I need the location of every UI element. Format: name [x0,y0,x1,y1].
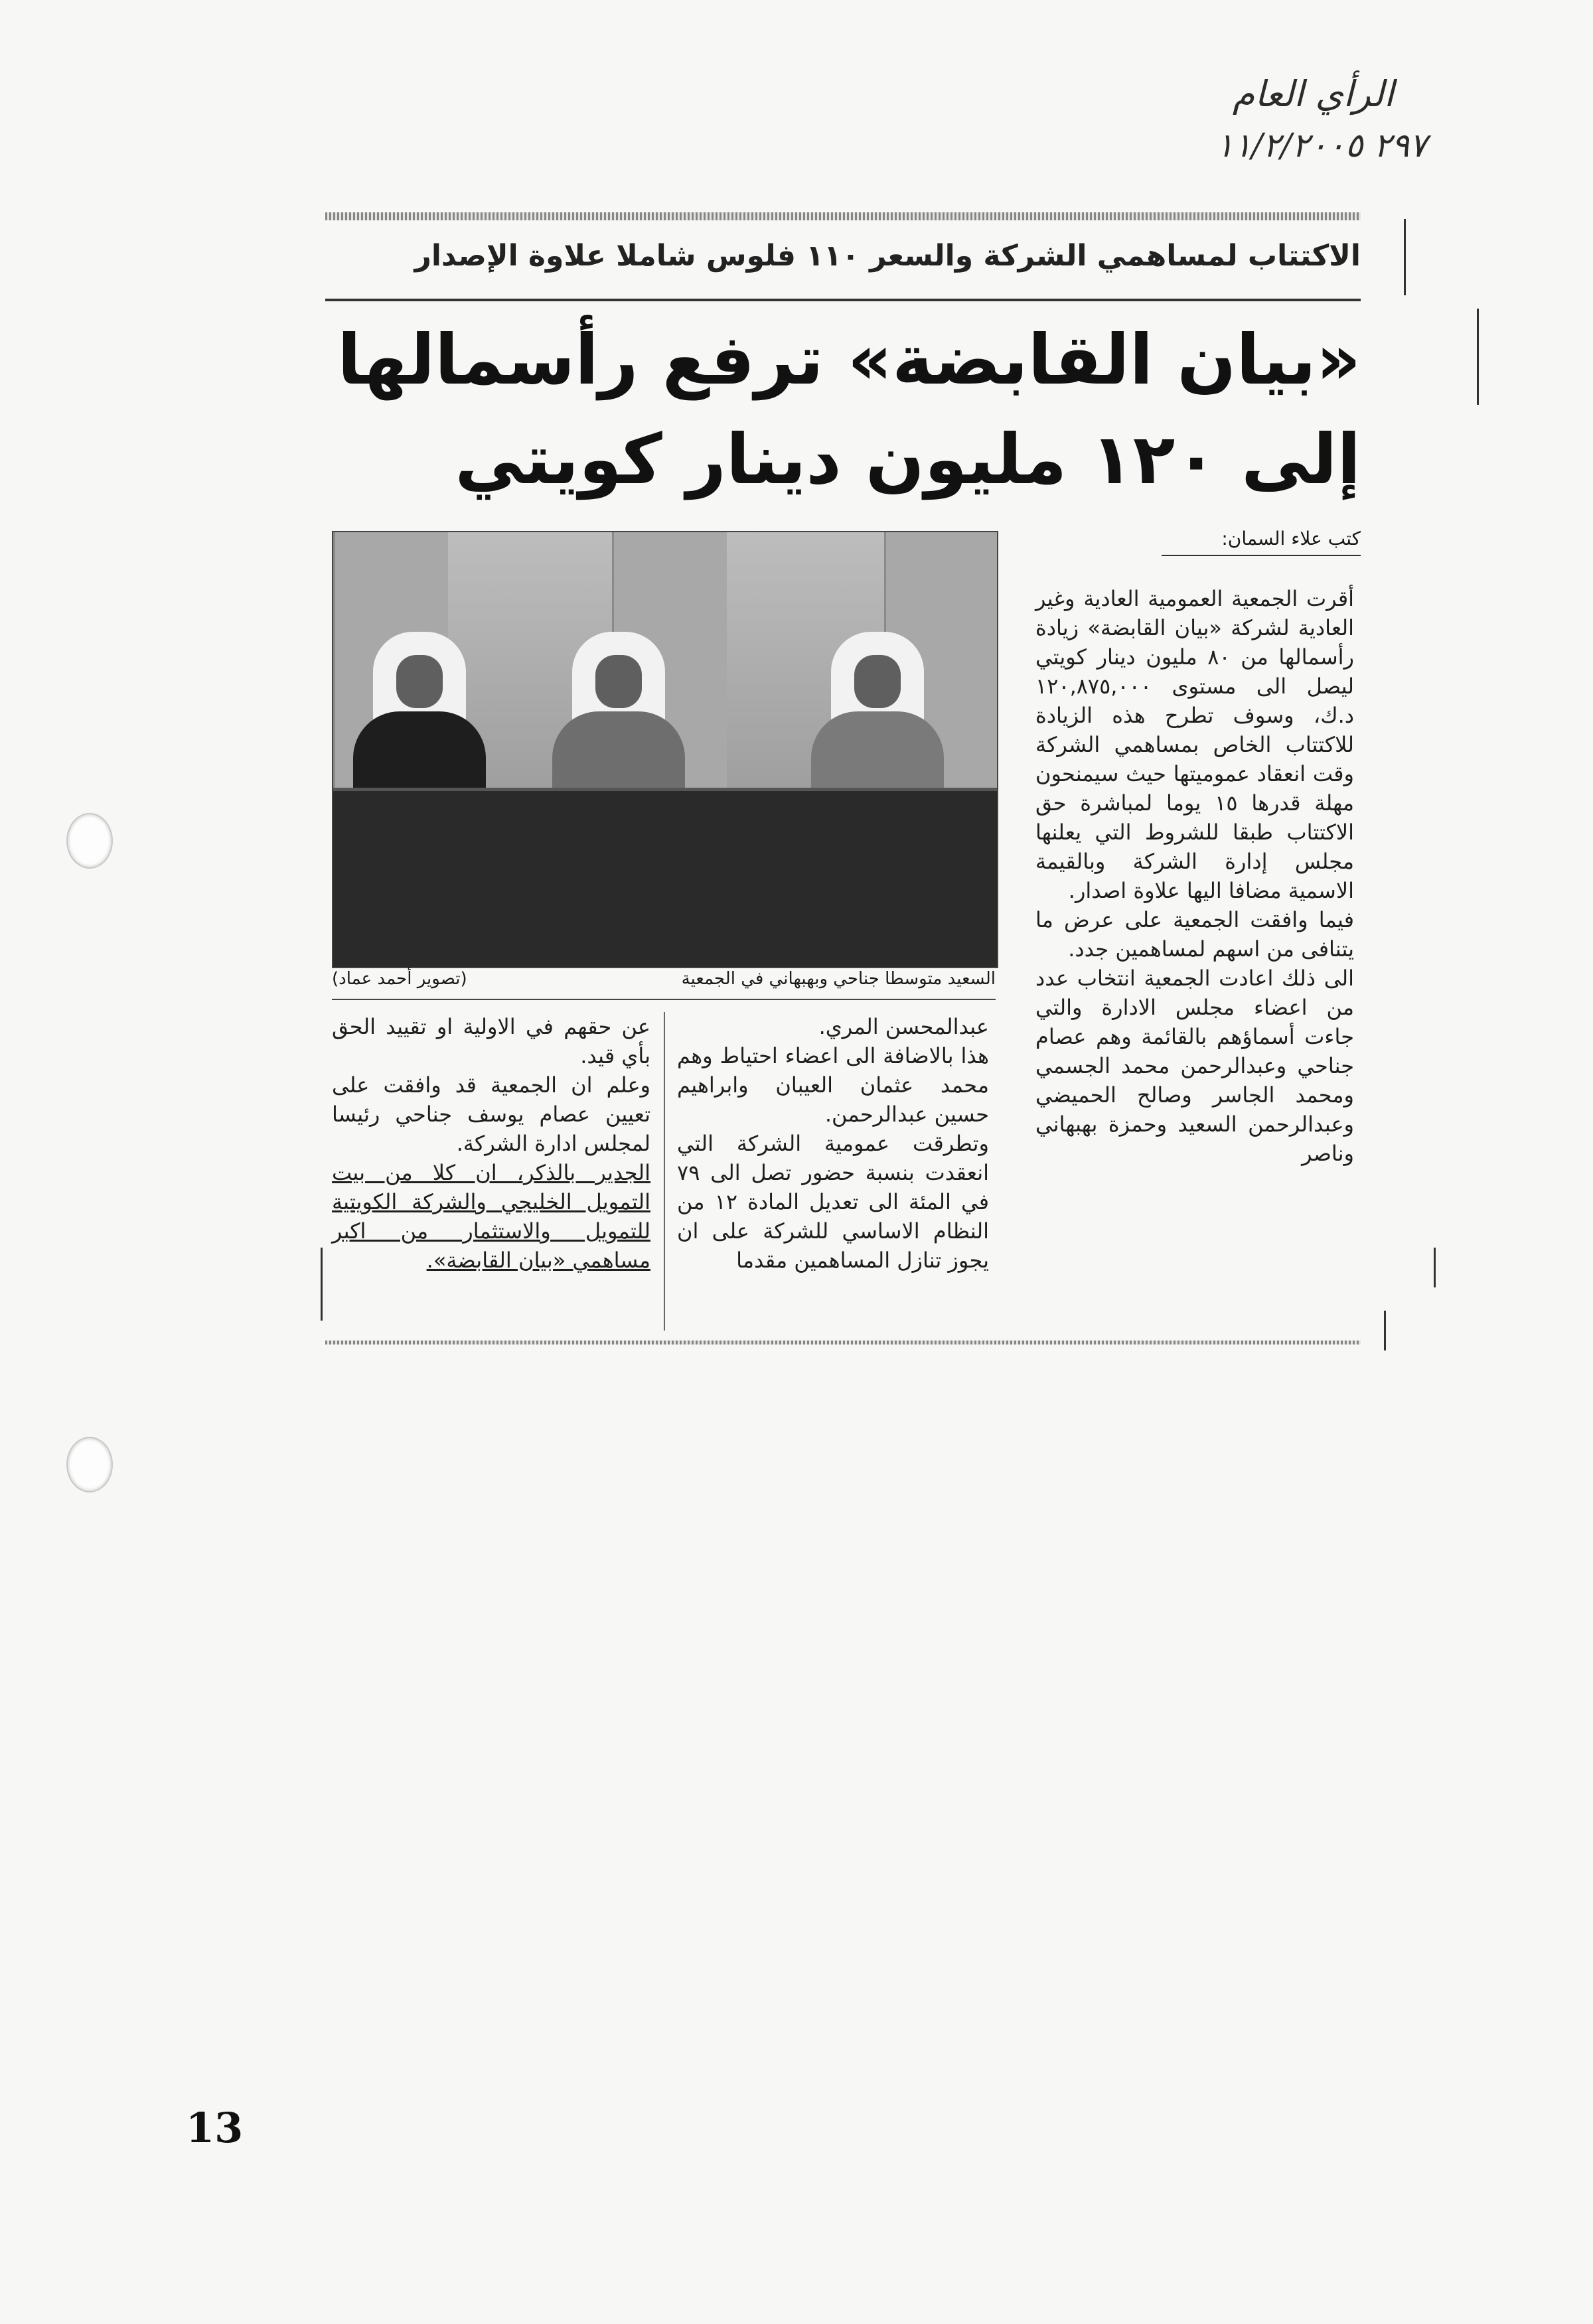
paragraph: الى ذلك اعادت الجمعية انتخاب عدد من اعضاء مجلس الادارة والتي جاءت أسماؤهم بالقائمة وهم عصام جناحي وعبدالرحمن محمد الجسمي ومحمد الجاسر وصالح الحميضي وعبدالرحمن السعيد وحمزة بهبهاني وناصر [1035,966,1354,1166]
newspaper-clipping [325,212,1361,1347]
headline-line-1: «بيان القابضة» ترفع رأسمالها [337,319,1361,400]
margin-mark [1477,309,1479,405]
byline: كتب علاء السمان: [1162,528,1361,556]
paragraph: عبدالمحسن المري. [818,1014,989,1039]
bottom-rule [325,1341,1361,1344]
top-rule [325,212,1361,220]
kicker-divider [325,299,1361,301]
punch-hole-top [66,813,113,869]
paragraph: فيما وافقت الجمعية على عرض ما يتنافى من اسهم لمساهمين جدد. [1035,907,1354,962]
photo-person-right [811,632,944,791]
paragraph: الجدير بالذكر، ان كلا من بيت التمويل الخليجي والشركة الكويتية للتمويل والاستثمار من اكبر مساهمي «بيان القابضة». [332,1160,650,1273]
margin-mark [1384,1311,1386,1350]
handwritten-date: ٢٩٧ ١١/٢/٢٠٠٥ [1215,126,1427,165]
article-column-middle [677,1012,989,1275]
photo-caption: السعيد متوسطا جناحي وبهبهاني في الجمعية [681,969,996,989]
paragraph: وتطرقت عمومية الشركة التي انعقدت بنسبة حضور تصل الى ٧٩ في المئة الى تعديل المادة ١٢ من النظام الاساسي للشركة على ان يجوز تنازل المساهمين مقدما [677,1131,990,1273]
photo-person-left [353,632,486,791]
article-kicker: الاكتتاب لمساهمي الشركة والسعر ١١٠ فلوس شاملا علاوة الإصدار [414,239,1361,273]
photo-caption-row [332,969,996,995]
paragraph: عن حقهم في الاولية او تقييد الحق بأي قيد. [332,1014,650,1068]
photo-person-center [552,632,685,791]
caption-divider [332,999,996,1000]
article-column-right [1035,584,1354,1168]
headline-line-2: إلى ١٢٠ مليون دينار كويتي [455,419,1361,500]
column-divider [664,1012,665,1331]
handwritten-source: الرأي العام [1232,73,1394,115]
punch-hole-bottom [66,1437,113,1492]
paragraph: وعلم ان الجمعية قد وافقت على تعيين عصام يوسف جناحي رئيسا لمجلس ادارة الشركة. [332,1072,650,1156]
photo-credit: (تصوير أحمد عماد) [332,969,467,989]
paragraph: أقرت الجمعية العمومية العادية وغير العادية لشركة «بيان القابضة» زيادة رأسمالها من ٨٠ مليون دينار كويتي ليصل الى مستوى ١٢٠,٨٧٥,٠٠٠ د.ك، وسوف تطرح هذه الزيادة للاكتتاب الخاص بمساهمي الشركة وقت انعقاد عموميتها حيث سيمنحون مهلة قدرها ١٥ يوما لمباشرة حق الاكتتاب طبقا للشروط التي يعلنها مجلس إدارة الشركة وبالقيمة الاسمية مضافا اليها علاوة اصدار. [1035,586,1355,903]
margin-mark [1404,219,1406,295]
article-column-left [332,1012,650,1275]
paragraph: هذا بالاضافة الى اعضاء احتياط وهم محمد عثمان العيبان وابراهيم حسين عبدالرحمن. [677,1043,989,1127]
article-photo [332,531,998,968]
margin-mark [321,1248,323,1321]
page-number: 13 [186,2104,244,2152]
margin-mark [1434,1248,1436,1287]
